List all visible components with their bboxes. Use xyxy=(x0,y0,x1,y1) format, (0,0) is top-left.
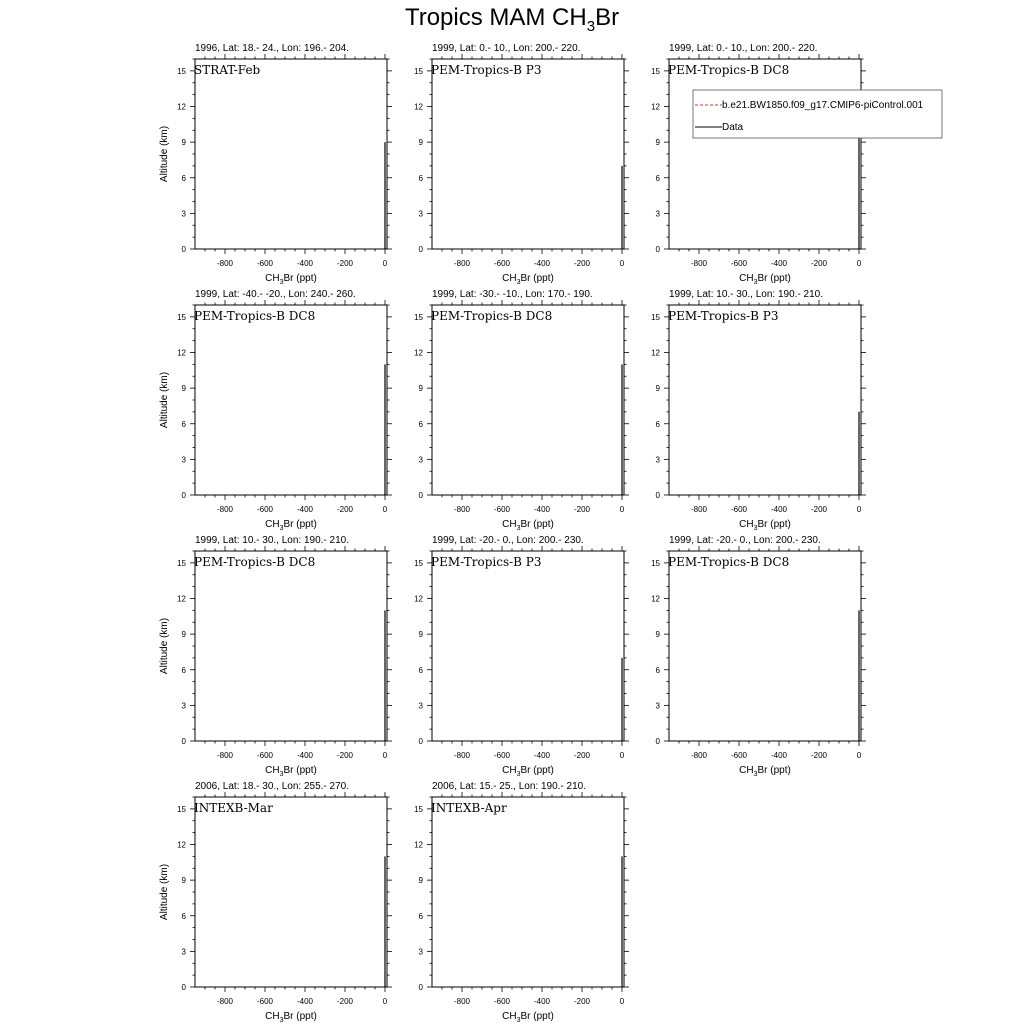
y-tick-label: 15 xyxy=(177,66,186,76)
x-tick-label: -400 xyxy=(533,997,551,1006)
x-tick-label: -400 xyxy=(296,997,314,1006)
panel-title: 1996, Lat: 18.- 24., Lon: 196.- 204. xyxy=(195,43,350,54)
y-tick-label: 3 xyxy=(181,209,186,219)
x-tick-label: -800 xyxy=(216,997,234,1006)
x-axis-label: $CH_3Br$ (ppt) xyxy=(265,765,317,778)
x-axis-label: $CH_3Br$ (ppt) xyxy=(502,765,554,778)
panel-title: 1999, Lat: -20.- 0., Lon: 200.- 230. xyxy=(432,535,584,546)
y-tick-label: 6 xyxy=(181,173,186,183)
x-axis-label: $CH_3Br$ (ppt) xyxy=(502,519,554,532)
x-tick-label: -200 xyxy=(810,751,828,760)
plot-frame xyxy=(432,59,624,249)
x-tick-label: -400 xyxy=(533,259,551,268)
y-tick-label: 12 xyxy=(414,102,423,112)
y-tick-label: 9 xyxy=(418,138,423,148)
y-tick-label: 9 xyxy=(181,384,186,394)
x-tick-label: -400 xyxy=(770,751,788,760)
x-axis-label: $CH_3Br$ (ppt) xyxy=(739,273,791,286)
y-tick-label: 12 xyxy=(177,102,186,112)
x-tick-label: -800 xyxy=(690,505,708,514)
plot-frame xyxy=(195,305,387,495)
x-tick-label: 0 xyxy=(619,505,625,514)
legend-label-data: Data xyxy=(722,122,744,133)
x-tick-label: -800 xyxy=(690,259,708,268)
y-axis-label: Altitude (km) xyxy=(159,863,170,921)
y-tick-label: 9 xyxy=(418,384,423,394)
x-tick-label: -600 xyxy=(730,259,748,268)
y-tick-label: 6 xyxy=(418,173,423,183)
x-tick-label: 0 xyxy=(856,751,862,760)
panel-3 xyxy=(651,43,866,286)
y-tick-label: 9 xyxy=(655,384,660,394)
plot-frame xyxy=(195,797,387,987)
x-tick-label: 0 xyxy=(856,505,862,514)
x-axis-label: $CH_3Br$ (ppt) xyxy=(739,765,791,778)
x-tick-label: -400 xyxy=(533,751,551,760)
y-tick-label: 0 xyxy=(181,245,186,254)
y-tick-label: 15 xyxy=(414,804,423,814)
x-tick-label: 0 xyxy=(619,751,625,760)
campaign-label: PEM-Tropics-B P3 xyxy=(431,555,542,569)
panel-title: 1999, Lat: 0.- 10., Lon: 200.- 220. xyxy=(432,43,581,54)
x-tick-label: -200 xyxy=(573,505,591,514)
x-tick-label: -600 xyxy=(493,505,511,514)
y-tick-label: 9 xyxy=(655,630,660,640)
x-tick-label: -200 xyxy=(573,751,591,760)
x-tick-label: -600 xyxy=(730,751,748,760)
y-tick-label: 12 xyxy=(414,840,423,850)
y-tick-label: 12 xyxy=(177,348,186,358)
x-tick-label: -800 xyxy=(453,997,471,1006)
y-tick-label: 12 xyxy=(651,594,660,604)
x-tick-label: 0 xyxy=(382,259,388,268)
y-tick-label: 15 xyxy=(651,66,660,76)
y-tick-label: 12 xyxy=(651,102,660,112)
y-tick-label: 3 xyxy=(418,209,423,219)
y-tick-label: 6 xyxy=(181,419,186,429)
x-tick-label: 0 xyxy=(382,997,388,1006)
x-tick-label: -800 xyxy=(216,259,234,268)
y-tick-label: 6 xyxy=(181,911,186,921)
plot-frame xyxy=(432,551,624,741)
y-tick-label: 6 xyxy=(181,665,186,675)
x-tick-label: 0 xyxy=(856,259,862,268)
x-tick-label: -800 xyxy=(216,505,234,514)
legend-label-model: b.e21.BW1850.f09_g17.CMIP6-piControl.001 xyxy=(722,100,924,111)
y-tick-label: 6 xyxy=(418,911,423,921)
x-tick-label: -200 xyxy=(810,505,828,514)
y-tick-label: 9 xyxy=(655,138,660,148)
y-tick-label: 0 xyxy=(181,491,186,500)
title-subscript: 3 xyxy=(586,17,596,35)
y-tick-label: 3 xyxy=(181,701,186,711)
panel-8 xyxy=(414,535,629,778)
plot-frame xyxy=(432,305,624,495)
panel-5 xyxy=(414,289,629,532)
x-tick-label: -600 xyxy=(493,751,511,760)
campaign-label: PEM-Tropics-B DC8 xyxy=(668,555,790,569)
panel-6 xyxy=(651,289,866,532)
y-tick-label: 3 xyxy=(418,947,423,957)
panel-title: 1999, Lat: 0.- 10., Lon: 200.- 220. xyxy=(669,43,818,54)
panel-2 xyxy=(414,43,629,286)
x-tick-label: -600 xyxy=(256,751,274,760)
y-axis-label: Altitude (km) xyxy=(159,371,170,429)
y-tick-label: 15 xyxy=(414,312,423,322)
y-tick-label: 3 xyxy=(655,455,660,465)
x-tick-label: -200 xyxy=(336,997,354,1006)
x-tick-label: -400 xyxy=(533,505,551,514)
y-tick-label: 0 xyxy=(418,491,423,500)
x-tick-label: 0 xyxy=(382,505,388,514)
panel-7 xyxy=(159,535,392,778)
y-tick-label: 9 xyxy=(418,630,423,640)
x-tick-label: -400 xyxy=(296,505,314,514)
y-tick-label: 15 xyxy=(414,558,423,568)
y-tick-label: 0 xyxy=(181,737,186,746)
y-tick-label: 3 xyxy=(655,701,660,711)
x-tick-label: -600 xyxy=(256,505,274,514)
x-tick-label: -600 xyxy=(730,505,748,514)
x-tick-label: -800 xyxy=(453,259,471,268)
y-tick-label: 0 xyxy=(418,983,423,992)
x-tick-label: -800 xyxy=(453,505,471,514)
y-tick-label: 9 xyxy=(181,630,186,640)
panel-title: 2006, Lat: 15.- 25., Lon: 190.- 210. xyxy=(432,781,587,792)
y-tick-label: 3 xyxy=(655,209,660,219)
x-tick-label: -200 xyxy=(573,997,591,1006)
y-tick-label: 3 xyxy=(418,455,423,465)
x-tick-label: -200 xyxy=(810,259,828,268)
y-tick-label: 9 xyxy=(181,876,186,886)
x-tick-label: 0 xyxy=(382,751,388,760)
y-tick-label: 3 xyxy=(181,455,186,465)
x-tick-label: -600 xyxy=(256,997,274,1006)
x-tick-label: -600 xyxy=(256,259,274,268)
plot-frame xyxy=(669,59,861,249)
y-tick-label: 15 xyxy=(651,558,660,568)
campaign-label: PEM-Tropics-B DC8 xyxy=(668,63,790,77)
y-axis-label: Altitude (km) xyxy=(159,617,170,675)
campaign-label: PEM-Tropics-B DC8 xyxy=(431,309,553,323)
y-tick-label: 3 xyxy=(181,947,186,957)
y-tick-label: 12 xyxy=(414,348,423,358)
y-tick-label: 0 xyxy=(655,737,660,746)
x-tick-label: -400 xyxy=(296,259,314,268)
x-tick-label: -200 xyxy=(336,505,354,514)
x-tick-label: -200 xyxy=(573,259,591,268)
y-tick-label: 12 xyxy=(177,594,186,604)
panel-10 xyxy=(159,781,392,1024)
plot-frame xyxy=(432,797,624,987)
panel-1 xyxy=(159,43,392,286)
y-tick-label: 12 xyxy=(414,594,423,604)
plot-frame xyxy=(195,59,387,249)
y-tick-label: 15 xyxy=(177,558,186,568)
x-tick-label: -200 xyxy=(336,259,354,268)
y-tick-label: 6 xyxy=(418,665,423,675)
y-tick-label: 0 xyxy=(181,983,186,992)
x-tick-label: 0 xyxy=(619,997,625,1006)
x-axis-label: $CH_3Br$ (ppt) xyxy=(502,273,554,286)
x-tick-label: -400 xyxy=(770,259,788,268)
campaign-label: STRAT-Feb xyxy=(194,63,261,77)
campaign-label: PEM-Tropics-B DC8 xyxy=(194,555,316,569)
y-tick-label: 15 xyxy=(414,66,423,76)
y-tick-label: 15 xyxy=(651,312,660,322)
x-axis-label: $CH_3Br$ (ppt) xyxy=(265,273,317,286)
panel-title: 1999, Lat: 10.- 30., Lon: 190.- 210. xyxy=(195,535,350,546)
x-tick-label: -800 xyxy=(690,751,708,760)
y-tick-label: 6 xyxy=(418,419,423,429)
x-axis-label: $CH_3Br$ (ppt) xyxy=(265,519,317,532)
panel-title: 1999, Lat: 10.- 30., Lon: 190.- 210. xyxy=(669,289,824,300)
y-tick-label: 6 xyxy=(655,419,660,429)
campaign-label: INTEXB-Apr xyxy=(431,801,507,815)
panel-title: 2006, Lat: 18.- 30., Lon: 255.- 270. xyxy=(195,781,350,792)
campaign-label: PEM-Tropics-B P3 xyxy=(431,63,542,77)
y-tick-label: 0 xyxy=(655,491,660,500)
x-axis-label: $CH_3Br$ (ppt) xyxy=(739,519,791,532)
x-tick-label: 0 xyxy=(619,259,625,268)
y-tick-label: 9 xyxy=(181,138,186,148)
y-tick-label: 9 xyxy=(418,876,423,886)
y-tick-label: 0 xyxy=(418,245,423,254)
panel-9 xyxy=(651,535,866,778)
plot-frame xyxy=(669,551,861,741)
x-tick-label: -200 xyxy=(336,751,354,760)
y-tick-label: 6 xyxy=(655,173,660,183)
y-tick-label: 0 xyxy=(655,245,660,254)
plot-frame xyxy=(195,551,387,741)
plot-frame xyxy=(669,305,861,495)
y-tick-label: 12 xyxy=(177,840,186,850)
panel-4 xyxy=(159,289,392,532)
campaign-label: PEM-Tropics-B P3 xyxy=(668,309,779,323)
x-tick-label: -600 xyxy=(493,259,511,268)
campaign-label: INTEXB-Mar xyxy=(194,801,273,815)
campaign-label: PEM-Tropics-B DC8 xyxy=(194,309,316,323)
x-tick-label: -800 xyxy=(216,751,234,760)
y-tick-label: 15 xyxy=(177,312,186,322)
y-axis-label: Altitude (km) xyxy=(159,125,170,183)
y-tick-label: 3 xyxy=(418,701,423,711)
x-tick-label: -800 xyxy=(453,751,471,760)
x-axis-label: $CH_3Br$ (ppt) xyxy=(265,1011,317,1024)
y-tick-label: 15 xyxy=(177,804,186,814)
x-tick-label: -600 xyxy=(493,997,511,1006)
legend xyxy=(693,90,942,138)
y-tick-label: 6 xyxy=(655,665,660,675)
panel-11 xyxy=(414,781,629,1024)
y-tick-label: 12 xyxy=(651,348,660,358)
x-tick-label: -400 xyxy=(770,505,788,514)
y-tick-label: 0 xyxy=(418,737,423,746)
panel-title: 1999, Lat: -20.- 0., Lon: 200.- 230. xyxy=(669,535,821,546)
title-tail: Br xyxy=(595,4,620,31)
x-tick-label: -400 xyxy=(296,751,314,760)
panel-title: 1999, Lat: -40.- -20., Lon: 240.- 260. xyxy=(195,289,356,300)
x-axis-label: $CH_3Br$ (ppt) xyxy=(502,1011,554,1024)
title-main: Tropics MAM CH xyxy=(404,4,587,31)
panel-title: 1999, Lat: -30.- -10., Lon: 170.- 190. xyxy=(432,289,593,300)
